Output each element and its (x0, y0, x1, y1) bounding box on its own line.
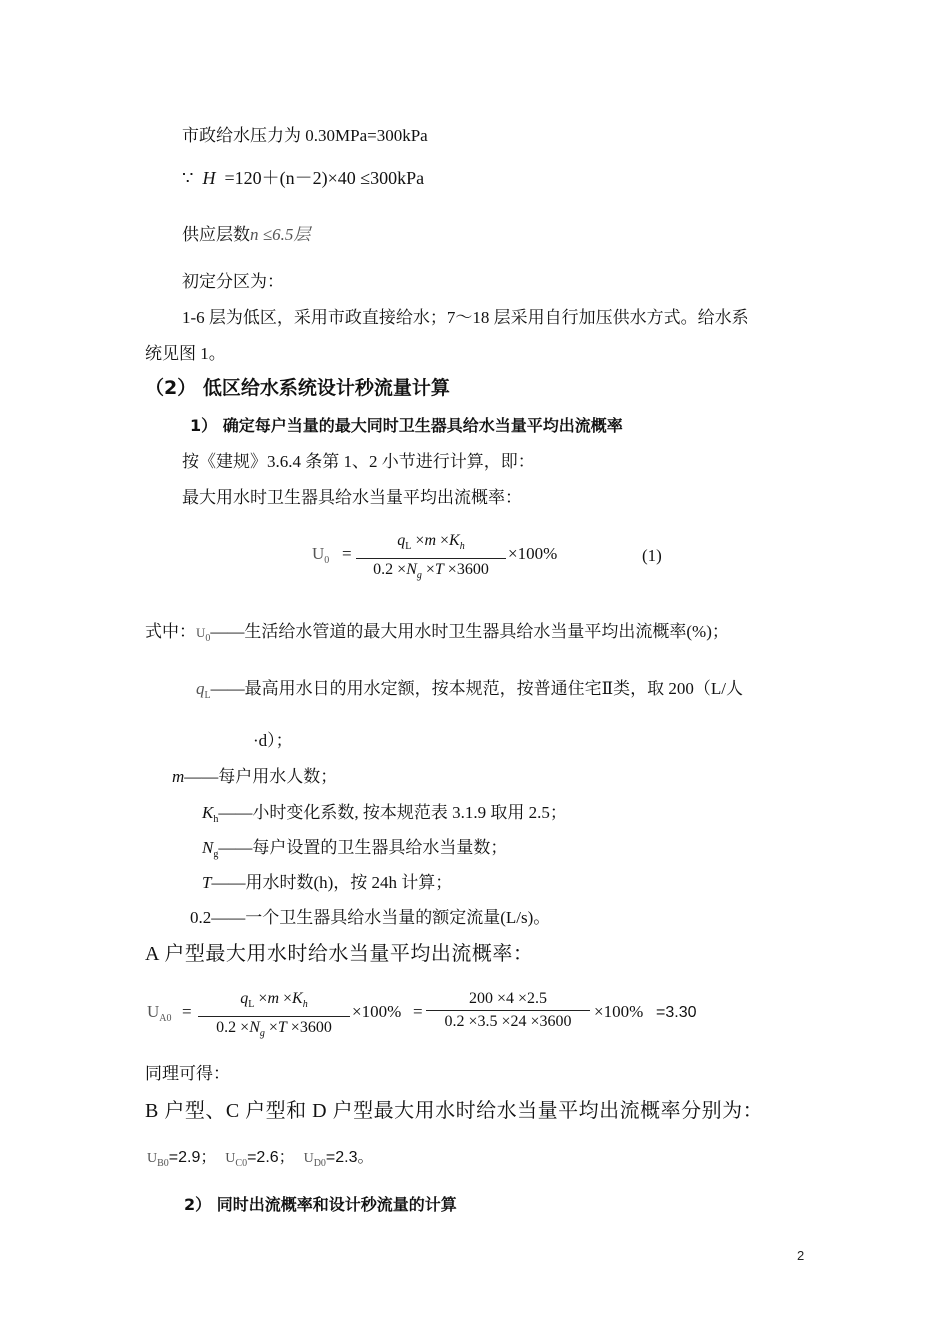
because-symbol: ∵ (182, 168, 194, 188)
definition-m: m——每户用水人数； (172, 767, 338, 786)
definition-t: T——用水时数(h)，按 24h 计算； (202, 873, 453, 892)
formula-1-lhs: $U_0$ (312, 544, 330, 566)
definition-ql: $q_L——$最高用水日的用水定额，按本规范，按普通住宅Ⅱ类，取 200（L/人 (196, 679, 744, 701)
type-a-title: A 户型最大用水时给水当量平均出流概率： (145, 943, 534, 965)
formula-a-equals-2: = (413, 1002, 423, 1021)
definition-ng: $N_g——$每户设置的卫生器具给水当量数； (202, 838, 508, 860)
formula-a-lhs: $U_{A0}$ (147, 1002, 172, 1024)
calculation-basis: 按《建规》3.6.4 条第 1、2 小节进行计算，即： (182, 452, 535, 471)
pressure-formula-body: =120＋(n－2)×40 ≤300kPa (224, 168, 425, 188)
formula-1-number: (1) (642, 546, 662, 565)
types-bcd-title: B 户型、C 户型和 D 户型最大用水时给水当量平均出流概率分别为： (145, 1100, 764, 1122)
h-variable: H (197, 168, 220, 188)
page-number: 2 (797, 1248, 805, 1263)
formula-1-denominator: $0.2 \times N_g \times T \times 3600$ (373, 561, 489, 581)
formula-a-result: =3.30 (656, 1004, 697, 1021)
definition-u0: 式中：$U_0——$生活给水管道的最大用水时卫生器具给水当量平均出流概率(%)； (145, 622, 729, 644)
section-2-heading: （2） 低区给水系统设计秒流量计算 (145, 377, 450, 399)
formula-1-numerator: $q_L \times m \times K_h$ (397, 532, 465, 552)
formula-a-equals: = (182, 1002, 192, 1021)
probability-title: 最大用水时卫生器具给水当量平均出流概率： (182, 488, 522, 507)
formula-1-equals: = (342, 544, 352, 563)
subsection-1-heading: 1） 确定每户当量的最大同时卫生器具给水当量平均出流概率 (190, 416, 623, 435)
formula-a-fraction-2: 200 ×4 ×2.5 0.2 ×3.5 ×24 ×3600 (426, 989, 590, 1032)
formula-1-fraction (356, 531, 506, 586)
types-bcd-results: $U_{B0}=2.9$； $U_{C0}=2.6$； $U_{D0}=2.3$。 (147, 1149, 374, 1169)
municipal-pressure-line: 市政给水压力为 0.30MPa=300kPa (182, 126, 428, 145)
floors-formula: n ≤6.5层 (250, 225, 311, 244)
definition-ql-continued: ·d）； (253, 731, 293, 750)
zoning-description-1: 1-6 层为低区，采用市政直接给水；7～18 层采用自行加压供水方式。给水系 (182, 308, 749, 327)
formula-a-fraction-1: $q_L \times m \times K_h$ $0.2 \times N_g \times T \times 3600$ (198, 989, 350, 1044)
floors-label: 供应层数 (182, 225, 250, 244)
similarly-line: 同理可得： (145, 1064, 230, 1083)
formula-a-tail-1: ×100% (352, 1002, 402, 1021)
pressure-formula (182, 167, 424, 189)
formula-1-tail: ×100% (508, 544, 558, 563)
formula-a-tail-2: ×100% (594, 1002, 644, 1021)
definition-02: 0.2——一个卫生器具给水当量的额定流量(L/s)。 (190, 908, 551, 927)
subsection-2-heading: 2） 同时出流概率和设计秒流量的计算 (184, 1195, 457, 1214)
zoning-title: 初定分区为： (182, 272, 284, 291)
zoning-description-2: 统见图 1。 (145, 344, 226, 363)
floors-line (182, 224, 310, 246)
definition-kh: $K_h——$小时变化系数, 按本规范表 3.1.9 取用 2.5； (202, 803, 567, 825)
